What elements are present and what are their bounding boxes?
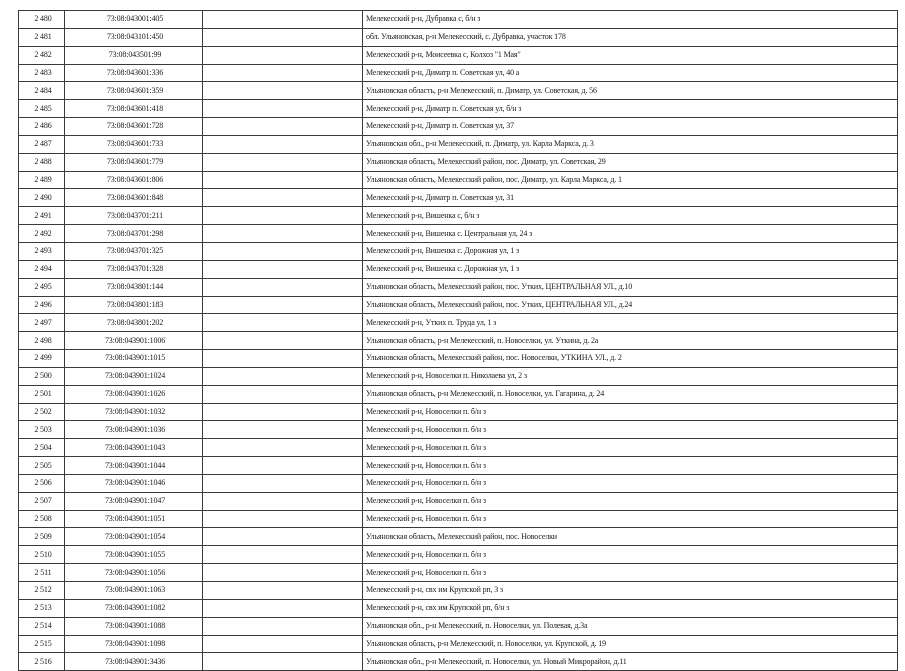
table-row xyxy=(19,46,898,64)
cadastral-number-cell: 73:08:043901:1055 xyxy=(65,546,203,564)
address-cell: Мелекесский р-н, Вишенка с. Центральная ул, 24 з xyxy=(363,225,898,243)
cadastral-number-cell: 73:08:043901:1054 xyxy=(65,528,203,546)
row-number-cell: 2 507 xyxy=(19,492,65,510)
table-row xyxy=(19,367,898,385)
address-cell: Ульяновская область, р-н Мелекесский, п. Диматр, ул. Советская, д. 56 xyxy=(363,82,898,100)
empty-cell xyxy=(203,332,363,350)
empty-cell xyxy=(203,64,363,82)
empty-cell xyxy=(203,564,363,582)
cadastral-number-cell: 73:08:043901:1006 xyxy=(65,332,203,350)
table-row xyxy=(19,439,898,457)
table-row xyxy=(19,171,898,189)
table-row xyxy=(19,207,898,225)
row-number-cell: 2 489 xyxy=(19,171,65,189)
address-cell: Ульяновская обл., р-н Мелекесский, п. Новоселки, ул. Новый Микрорайон, д.11 xyxy=(363,653,898,671)
row-number-cell: 2 506 xyxy=(19,474,65,492)
row-number-cell: 2 512 xyxy=(19,582,65,600)
empty-cell xyxy=(203,510,363,528)
address-cell: Ульяновская обл., р-н Мелекесский, п. Диматр, ул. Карла Маркса, д. 3 xyxy=(363,135,898,153)
table-row xyxy=(19,582,898,600)
row-number-cell: 2 508 xyxy=(19,510,65,528)
empty-cell xyxy=(203,421,363,439)
address-cell: Ульяновская область, Мелекесский район, пос. Утких, ЦЕНТРАЛЬНАЯ УЛ., д.24 xyxy=(363,296,898,314)
table-row xyxy=(19,260,898,278)
row-number-cell: 2 485 xyxy=(19,100,65,118)
address-cell: Ульяновская область, р-н Мелекесский, п. Новоселки, ул. Крупской, д. 19 xyxy=(363,635,898,653)
empty-cell xyxy=(203,135,363,153)
address-cell: Ульяновская обл., р-н Мелекесский, п. Новоселки, ул. Полевая, д.3а xyxy=(363,617,898,635)
table-row xyxy=(19,100,898,118)
table-row xyxy=(19,28,898,46)
address-cell: Мелекесский р-н, Вишенка с. Дорожная ул, 1 з xyxy=(363,242,898,260)
table-row xyxy=(19,314,898,332)
cadastral-number-cell: 73:08:043601:848 xyxy=(65,189,203,207)
table-row xyxy=(19,403,898,421)
address-cell: Мелекесский р-н, Утких п. Труда ул, 1 з xyxy=(363,314,898,332)
row-number-cell: 2 515 xyxy=(19,635,65,653)
address-cell: обл. Ульяновская, р-н Мелекесский, с. Дубравка, участок 178 xyxy=(363,28,898,46)
row-number-cell: 2 494 xyxy=(19,260,65,278)
empty-cell xyxy=(203,11,363,29)
cadastral-number-cell: 73:08:043601:336 xyxy=(65,64,203,82)
empty-cell xyxy=(203,367,363,385)
empty-cell xyxy=(203,171,363,189)
empty-cell xyxy=(203,457,363,475)
address-cell: Мелекесский р-н, Новоселки п. б/н з xyxy=(363,474,898,492)
table-row xyxy=(19,617,898,635)
table-row xyxy=(19,635,898,653)
address-cell: Мелекесский р-н, Новоселки п. Николаева ул, 2 з xyxy=(363,367,898,385)
row-number-cell: 2 497 xyxy=(19,314,65,332)
row-number-cell: 2 514 xyxy=(19,617,65,635)
cadastral-number-cell: 73:08:043901:1026 xyxy=(65,385,203,403)
address-cell: Мелекесский р-н, Новоселки п. б/н з xyxy=(363,457,898,475)
row-number-cell: 2 482 xyxy=(19,46,65,64)
table-row xyxy=(19,189,898,207)
cadastral-number-cell: 73:08:043601:418 xyxy=(65,100,203,118)
cadastral-number-cell: 73:08:043901:1036 xyxy=(65,421,203,439)
empty-cell xyxy=(203,296,363,314)
row-number-cell: 2 496 xyxy=(19,296,65,314)
table-row xyxy=(19,474,898,492)
table-row xyxy=(19,564,898,582)
row-number-cell: 2 495 xyxy=(19,278,65,296)
table-row xyxy=(19,242,898,260)
address-cell: Мелекесский р-н, Вишенка с, б/н з xyxy=(363,207,898,225)
address-cell: Ульяновская область, Мелекесский район, пос. Диматр, ул. Карла Маркса, д. 1 xyxy=(363,171,898,189)
empty-cell xyxy=(203,350,363,368)
row-number-cell: 2 513 xyxy=(19,599,65,617)
empty-cell xyxy=(203,225,363,243)
address-cell: Мелекесский р-н, Новоселки п. б/н з xyxy=(363,439,898,457)
row-number-cell: 2 501 xyxy=(19,385,65,403)
address-cell: Ульяновская область, Мелекесский район, пос. Утких, ЦЕНТРАЛЬНАЯ УЛ., д.10 xyxy=(363,278,898,296)
address-cell: Мелекесский р-н, свх им Крупской рп, б/н з xyxy=(363,599,898,617)
address-cell: Мелекесский р-н, свх им Крупской рп, 3 з xyxy=(363,582,898,600)
table-row xyxy=(19,135,898,153)
empty-cell xyxy=(203,207,363,225)
cadastral-number-cell: 73:08:043901:1015 xyxy=(65,350,203,368)
cadastral-number-cell: 73:08:043001:405 xyxy=(65,11,203,29)
cadastral-number-cell: 73:08:043801:183 xyxy=(65,296,203,314)
address-cell: Ульяновская область, Мелекесский район, пос. Новоселки xyxy=(363,528,898,546)
table-row xyxy=(19,457,898,475)
address-cell: Мелекесский р-н, Новоселки п. б/н з xyxy=(363,421,898,439)
row-number-cell: 2 487 xyxy=(19,135,65,153)
empty-cell xyxy=(203,189,363,207)
table-row xyxy=(19,599,898,617)
cadastral-number-cell: 73:08:043601:779 xyxy=(65,153,203,171)
table-row xyxy=(19,118,898,136)
empty-cell xyxy=(203,118,363,136)
registry-table xyxy=(18,10,898,671)
address-cell: Ульяновская область, Мелекесский район, пос. Диматр, ул. Советская, 29 xyxy=(363,153,898,171)
row-number-cell: 2 490 xyxy=(19,189,65,207)
cadastral-number-cell: 73:08:043601:806 xyxy=(65,171,203,189)
address-cell: Мелекесский р-н, Новоселки п. б/н з xyxy=(363,564,898,582)
empty-cell xyxy=(203,599,363,617)
cadastral-number-cell: 73:08:043601:733 xyxy=(65,135,203,153)
cadastral-number-cell: 73:08:043901:1046 xyxy=(65,474,203,492)
table-row xyxy=(19,546,898,564)
address-cell: Ульяновская область, р-н Мелекесский, п. Новоселки, ул. Гагарина, д. 24 xyxy=(363,385,898,403)
cadastral-number-cell: 73:08:043901:3436 xyxy=(65,653,203,671)
row-number-cell: 2 509 xyxy=(19,528,65,546)
cadastral-number-cell: 73:08:043801:202 xyxy=(65,314,203,332)
cadastral-number-cell: 73:08:043701:325 xyxy=(65,242,203,260)
table-row xyxy=(19,528,898,546)
cadastral-number-cell: 73:08:043801:144 xyxy=(65,278,203,296)
row-number-cell: 2 498 xyxy=(19,332,65,350)
cadastral-number-cell: 73:08:043901:1098 xyxy=(65,635,203,653)
address-cell: Ульяновская область, Мелекесский район, пос. Новоселки, УТКИНА УЛ., д. 2 xyxy=(363,350,898,368)
table-row xyxy=(19,82,898,100)
row-number-cell: 2 499 xyxy=(19,350,65,368)
row-number-cell: 2 502 xyxy=(19,403,65,421)
table-row xyxy=(19,153,898,171)
cadastral-number-cell: 73:08:043901:1088 xyxy=(65,617,203,635)
empty-cell xyxy=(203,46,363,64)
row-number-cell: 2 488 xyxy=(19,153,65,171)
address-cell: Мелекесский р-н, Дубравка с, б/н з xyxy=(363,11,898,29)
row-number-cell: 2 505 xyxy=(19,457,65,475)
empty-cell xyxy=(203,403,363,421)
row-number-cell: 2 503 xyxy=(19,421,65,439)
table-row xyxy=(19,350,898,368)
empty-cell xyxy=(203,260,363,278)
row-number-cell: 2 486 xyxy=(19,118,65,136)
empty-cell xyxy=(203,242,363,260)
empty-cell xyxy=(203,28,363,46)
address-cell: Мелекесский р-н, Новоселки п. б/н з xyxy=(363,510,898,528)
row-number-cell: 2 492 xyxy=(19,225,65,243)
table-row xyxy=(19,492,898,510)
table-row xyxy=(19,421,898,439)
registry-table-body xyxy=(19,11,898,671)
table-row xyxy=(19,64,898,82)
cadastral-number-cell: 73:08:043501:99 xyxy=(65,46,203,64)
cadastral-number-cell: 73:08:043901:1047 xyxy=(65,492,203,510)
row-number-cell: 2 493 xyxy=(19,242,65,260)
table-row xyxy=(19,510,898,528)
cadastral-number-cell: 73:08:043701:298 xyxy=(65,225,203,243)
table-row xyxy=(19,296,898,314)
address-cell: Мелекесский р-н, Диматр п. Советская ул, 37 xyxy=(363,118,898,136)
empty-cell xyxy=(203,635,363,653)
cadastral-number-cell: 73:08:043901:1043 xyxy=(65,439,203,457)
row-number-cell: 2 483 xyxy=(19,64,65,82)
empty-cell xyxy=(203,653,363,671)
table-row xyxy=(19,653,898,671)
address-cell: Мелекесский р-н, Диматр п. Советская ул, 40 а xyxy=(363,64,898,82)
empty-cell xyxy=(203,82,363,100)
empty-cell xyxy=(203,528,363,546)
row-number-cell: 2 511 xyxy=(19,564,65,582)
cadastral-number-cell: 73:08:043601:359 xyxy=(65,82,203,100)
empty-cell xyxy=(203,439,363,457)
address-cell: Ульяновская область, р-н Мелекесский, п. Новоселки, ул. Уткина, д. 2а xyxy=(363,332,898,350)
address-cell: Мелекесский р-н, Новоселки п. б/н з xyxy=(363,492,898,510)
row-number-cell: 2 504 xyxy=(19,439,65,457)
cadastral-number-cell: 73:08:043901:1044 xyxy=(65,457,203,475)
address-cell: Мелекесский р-н, Диматр п. Советская ул, 31 xyxy=(363,189,898,207)
cadastral-number-cell: 73:08:043901:1063 xyxy=(65,582,203,600)
cadastral-number-cell: 73:08:043601:728 xyxy=(65,118,203,136)
cadastral-number-cell: 73:08:043701:328 xyxy=(65,260,203,278)
address-cell: Мелекесский р-н, Вишенка с. Дорожная ул, 1 з xyxy=(363,260,898,278)
table-row xyxy=(19,225,898,243)
empty-cell xyxy=(203,153,363,171)
cadastral-number-cell: 73:08:043901:1056 xyxy=(65,564,203,582)
empty-cell xyxy=(203,492,363,510)
table-row xyxy=(19,332,898,350)
row-number-cell: 2 500 xyxy=(19,367,65,385)
cadastral-number-cell: 73:08:043901:1032 xyxy=(65,403,203,421)
empty-cell xyxy=(203,474,363,492)
empty-cell xyxy=(203,314,363,332)
empty-cell xyxy=(203,278,363,296)
row-number-cell: 2 516 xyxy=(19,653,65,671)
empty-cell xyxy=(203,385,363,403)
cadastral-number-cell: 73:08:043901:1051 xyxy=(65,510,203,528)
empty-cell xyxy=(203,582,363,600)
cadastral-number-cell: 73:08:043901:1082 xyxy=(65,599,203,617)
table-row xyxy=(19,385,898,403)
table-row xyxy=(19,278,898,296)
address-cell: Мелекесский р-н, Новоселки п. б/н з xyxy=(363,403,898,421)
document-page xyxy=(18,10,897,671)
row-number-cell: 2 484 xyxy=(19,82,65,100)
empty-cell xyxy=(203,546,363,564)
cadastral-number-cell: 73:08:043901:1024 xyxy=(65,367,203,385)
row-number-cell: 2 491 xyxy=(19,207,65,225)
address-cell: Мелекесский р-н, Новоселки п. б/н з xyxy=(363,546,898,564)
empty-cell xyxy=(203,617,363,635)
empty-cell xyxy=(203,100,363,118)
cadastral-number-cell: 73:08:043701:211 xyxy=(65,207,203,225)
row-number-cell: 2 481 xyxy=(19,28,65,46)
table-row xyxy=(19,11,898,29)
address-cell: Мелекесский р-н, Моисеевка с, Колхоз "1 Мая" xyxy=(363,46,898,64)
address-cell: Мелекесский р-н, Диматр п. Советская ул, б/н з xyxy=(363,100,898,118)
cadastral-number-cell: 73:08:043101:450 xyxy=(65,28,203,46)
row-number-cell: 2 510 xyxy=(19,546,65,564)
row-number-cell: 2 480 xyxy=(19,11,65,29)
